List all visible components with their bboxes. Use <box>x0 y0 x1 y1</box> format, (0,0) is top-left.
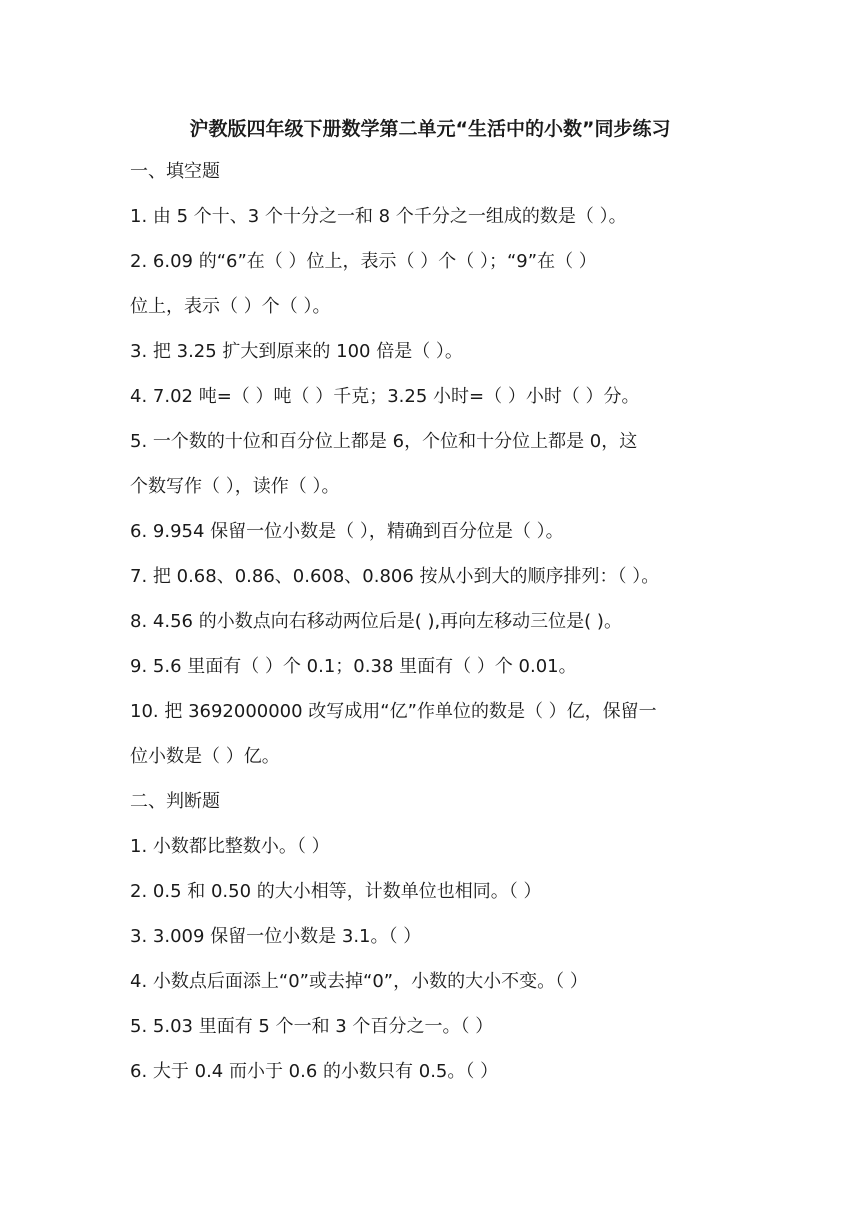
document-title: 沪教版四年级下册数学第二单元“生活中的小数”同步练习 <box>189 118 671 140</box>
question-line: 6. 9.954 保留一位小数是（ ），精确到百分位是（ ）。 <box>130 521 564 542</box>
question-line: 2. 0.5 和 0.50 的大小相等，计数单位也相同。（ ） <box>130 881 542 902</box>
question-line: 1. 由 5 个十、3 个十分之一和 8 个千分之一组成的数是（ ）。 <box>130 206 627 227</box>
question-line: 7. 把 0.68、0.86、0.608、0.806 按从小到大的顺序排列：（ ）。 <box>130 566 660 587</box>
question-line: 6. 大于 0.4 而小于 0.6 的小数只有 0.5。（ ） <box>130 1061 499 1082</box>
question-line: 1. 小数都比整数小。（ ） <box>130 836 330 857</box>
question-line: 3. 把 3.25 扩大到原来的 100 倍是（ ）。 <box>130 341 463 362</box>
question-line: 4. 小数点后面添上“0”或去掉“0”，小数的大小不变。（ ） <box>130 971 588 992</box>
question-line: 9. 5.6 里面有（ ）个 0.1；0.38 里面有（ ）个 0.01。 <box>130 656 577 677</box>
section-heading-fill-blank: 一、填空题 <box>130 161 220 182</box>
section-heading-true-false: 二、判断题 <box>130 791 220 812</box>
question-line: 5. 一个数的十位和百分位上都是 6，个位和十分位上都是 0，这 <box>130 431 638 452</box>
question-line: 个数写作（ ），读作（ ）。 <box>130 476 340 497</box>
question-line: 10. 把 3692000000 改写成用“亿”作单位的数是（ ）亿，保留一 <box>130 701 657 722</box>
question-line: 3. 3.009 保留一位小数是 3.1。（ ） <box>130 926 422 947</box>
question-line: 位小数是（ ）亿。 <box>130 746 280 767</box>
question-line: 8. 4.56 的小数点向右移动两位后是( ),再向左移动三位是( )。 <box>130 611 622 632</box>
question-lines <box>130 156 755 1101</box>
question-line: 5. 5.03 里面有 5 个一和 3 个百分之一。（ ） <box>130 1016 494 1037</box>
question-line: 4. 7.02 吨=（ ）吨（ ）千克；3.25 小时=（ ）小时（ ）分。 <box>130 386 640 407</box>
question-line: 位上，表示（ ）个（ ）。 <box>130 296 331 317</box>
question-line: 2. 6.09 的“6”在（ ）位上，表示（ ）个（ ）；“9”在（ ） <box>130 251 597 272</box>
